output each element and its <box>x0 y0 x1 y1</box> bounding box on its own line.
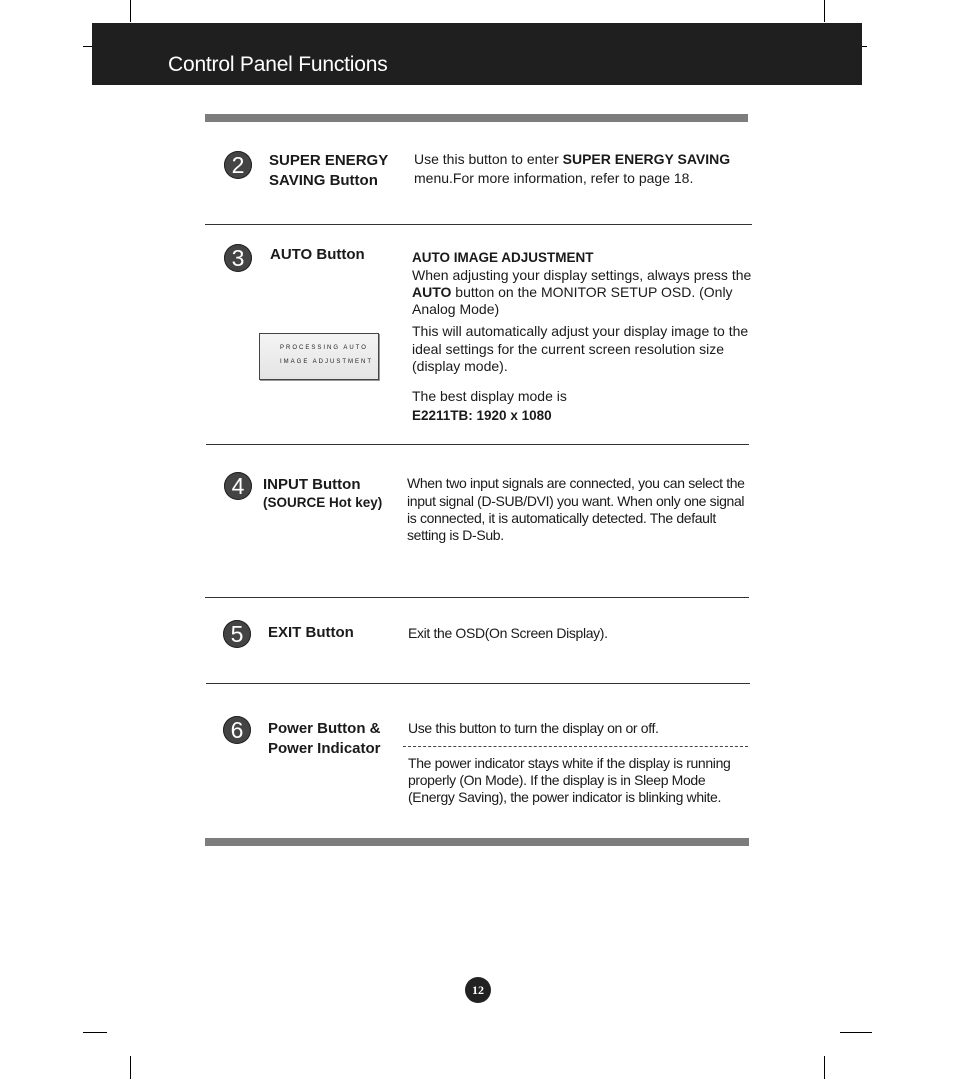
crop-mark <box>840 1032 872 1033</box>
super-energy-saving-desc-line2: menu.For more information, refer to page 18. <box>414 170 694 186</box>
section-divider <box>206 444 749 445</box>
super-energy-saving-desc-line1 <box>414 151 730 169</box>
input-button-title: INPUT Button <box>263 476 361 493</box>
number-6-icon: 6 <box>223 716 251 744</box>
auto-desc-p3-line1: The best display mode is <box>412 388 567 404</box>
auto-button-title: AUTO Button <box>270 246 365 263</box>
number-3-icon: 3 <box>224 244 252 272</box>
input-desc-line3: is connected, it is automatically detected. The default <box>407 510 716 526</box>
crop-mark <box>83 46 92 47</box>
power-desc-p2-line3: (Energy Saving), the power indicator is blinking white. <box>408 789 722 805</box>
desc-bold-text: AUTO <box>412 284 452 300</box>
power-desc-line1: Use this button to turn the display on or off. <box>408 720 659 736</box>
page-number-badge: 12 <box>465 977 491 1003</box>
power-button-title-line2: Power Indicator <box>268 740 381 757</box>
osd-processing-image <box>259 333 379 380</box>
top-divider-bar <box>205 114 748 122</box>
desc-text: Use this button to enter <box>414 151 563 167</box>
page-title: Control Panel Functions <box>168 53 388 76</box>
auto-desc-p1-line1: When adjusting your display settings, always press the <box>412 267 752 283</box>
osd-line-1: PROCESSING AUTO <box>280 345 368 351</box>
crop-mark <box>130 0 131 22</box>
crop-mark <box>824 0 825 22</box>
super-energy-saving-title-line2: SAVING Button <box>269 172 378 189</box>
crop-mark <box>862 46 867 47</box>
crop-mark <box>824 1056 825 1079</box>
power-button-title-line1: Power Button & <box>268 720 381 737</box>
auto-desc-p1-line2 <box>412 284 733 302</box>
input-desc-line1: When two input signals are connected, you can select the <box>407 475 745 491</box>
desc-bold-text: SUPER ENERGY SAVING <box>562 151 731 167</box>
auto-desc-p2-line3: (display mode). <box>412 358 508 374</box>
auto-desc-p2-line2: ideal settings for the current screen resolution size <box>412 341 725 357</box>
osd-line-2: IMAGE ADJUSTMENT <box>280 359 374 365</box>
input-desc-line2: input signal (D-SUB/DVI) you want. When only one signal <box>407 493 745 509</box>
dashed-divider <box>403 746 748 747</box>
power-desc-p2-line1: The power indicator stays white if the display is running <box>408 755 731 771</box>
desc-text: button on the MONITOR SETUP OSD. (Only <box>451 284 733 300</box>
input-button-subtitle: (SOURCE Hot key) <box>263 495 383 510</box>
section-divider <box>206 683 750 684</box>
exit-desc: Exit the OSD(On Screen Display). <box>408 625 608 641</box>
input-desc-line4: setting is D-Sub. <box>407 527 504 543</box>
auto-desc-p2-line1: This will automatically adjust your display image to the <box>412 323 749 339</box>
number-2-icon: 2 <box>224 151 252 179</box>
number-4-icon: 4 <box>224 472 252 500</box>
auto-desc-p1-line3: Analog Mode) <box>412 301 500 317</box>
crop-mark <box>130 1056 131 1079</box>
exit-button-title: EXIT Button <box>268 624 354 641</box>
section-divider <box>205 597 749 598</box>
crop-mark <box>83 1032 107 1033</box>
bottom-divider-bar <box>205 838 749 846</box>
best-display-mode-value: E2211TB: 1920 x 1080 <box>412 408 552 423</box>
super-energy-saving-title-line1: SUPER ENERGY <box>269 152 389 169</box>
power-desc-p2-line2: properly (On Mode). If the display is in Sleep Mode <box>408 772 706 788</box>
section-divider <box>205 224 752 225</box>
auto-image-adjustment-heading: AUTO IMAGE ADJUSTMENT <box>412 250 594 265</box>
number-5-icon: 5 <box>223 620 251 648</box>
